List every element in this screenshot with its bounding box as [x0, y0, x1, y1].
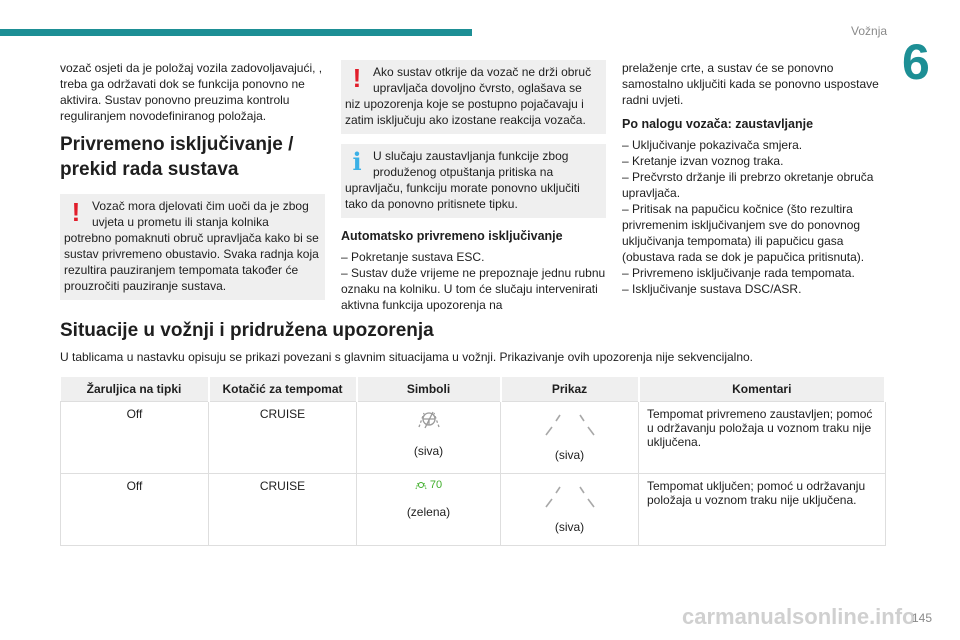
intro-text: U tablicama u nastavku opisuju se prikazi povezani s glavnim situacijama u vožnji. Prikazivanje ovih upozorenja nije sekvencijalno.: [60, 350, 754, 364]
lamp-cell: Off: [61, 401, 209, 473]
auto-suspend-list: [341, 249, 606, 313]
subheading: Automatsko privremeno isključivanje: [341, 229, 563, 243]
situations-section: [60, 318, 886, 546]
column-header: Žaruljica na tipki: [61, 377, 209, 401]
steering-wheel-icon: [414, 407, 444, 434]
column-1: [60, 60, 325, 310]
warning-note: [60, 194, 325, 300]
chapter-number: 6: [902, 34, 930, 90]
wheel-cell: CRUISE: [209, 473, 357, 545]
situations-table: [60, 377, 886, 546]
watermark: carmanualsonline.info: [682, 604, 916, 629]
warning-note: [341, 60, 606, 134]
info-note: [341, 144, 606, 218]
section-title: Vožnja: [851, 24, 888, 38]
symbol-cell: [357, 473, 501, 545]
display-cell: [501, 473, 639, 545]
driver-stop-list: [622, 137, 887, 297]
section-heading: Privremeno isključivanje / prekid rada sustava: [60, 134, 294, 180]
comment-cell: Tempomat uključen; pomoć u održavanju položaja u voznom traku nije uključena.: [639, 473, 886, 545]
display-color-label: (siva): [554, 519, 585, 534]
display-cell: [501, 401, 639, 473]
warning-icon: !: [352, 63, 362, 93]
speed-value: 70: [429, 478, 443, 491]
comment-cell: Tempomat privremeno zaustavljen; pomoć u održavanju položaja u voznom traku nije uključena.: [639, 401, 886, 473]
warning-text: Vozač mora djelovati čim uoči da je zbog uvjeta u prometu ili stanja kolnika potrebno pomaknuti obruč upravljača kako bi se sustav privremeno obustavio. Svaka radnja koja rezultira pauziranjem tempomata također će prouzročiti pauziranje sustava.: [64, 199, 319, 293]
info-icon: i: [352, 147, 362, 176]
symbol-color-label: (siva): [413, 443, 444, 458]
header-accent-bar: [0, 29, 472, 36]
list-item: – Pritisak na papučicu kočnice (što rezultira privremenim isključivanjem sve do ponovnog uključivanja tempomata) ili papučicu gasa (obustava rada se dok je papučica pritisnuta).: [622, 201, 887, 265]
page-number: 145: [912, 611, 933, 625]
list-item: – Prečvrsto držanje ili prebrzo okretanje obruča upravljača.: [622, 169, 887, 201]
list-item: – Uključivanje pokazivača smjera.: [622, 137, 887, 153]
table-header-row: [61, 377, 886, 401]
paragraph: vozač osjeti da je položaj vozila zadovoljavajući, , treba ga održavati dok se funkcija ponovno ne aktivira. Sustav ponovno preuzima kontrolu reguliranjem novodefiniranog položaja.: [60, 61, 323, 123]
symbol-cell: [357, 401, 501, 473]
list-item: – Isključivanje sustava DSC/ASR.: [622, 281, 887, 297]
lane-lines-icon: [540, 479, 600, 516]
speed-symbol: [415, 479, 442, 491]
info-text: U slučaju zaustavljanja funkcije zbog produženog otpuštanja pritiska na upravljaču, funkciju morate ponovno uključiti tako da ponovno pritisnete tipku.: [345, 149, 580, 211]
section-heading: Situacije u vožnji i pridružena upozorenja: [60, 320, 434, 341]
paragraph: prelaženje crte, a sustav će se ponovno samostalno uključiti kada se ponovno uspostave radni uvjeti.: [622, 61, 879, 107]
warning-text: Ako sustav otkrije da vozač ne drži obruč upravljača dovoljno čvrsto, oglašava se niz upozorenja koje se postupno pojačavaju i zatim isključuju ako izostane reakcija vozača.: [345, 65, 592, 127]
list-item: – Pokretanje sustava ESC.: [341, 249, 606, 265]
table-row: [61, 473, 886, 545]
subheading: Po nalogu vozača: zaustavljanje: [622, 117, 814, 131]
list-item: – Sustav duže vrijeme ne prepoznaje jednu rubnu oznaku na kolniku. U tom će slučaju intervenirati aktivna funkcija upozorenja na: [341, 265, 606, 313]
column-header: Prikaz: [501, 377, 639, 401]
column-2: [341, 60, 606, 313]
table-row: [61, 401, 886, 473]
lamp-cell: Off: [61, 473, 209, 545]
column-3: [622, 60, 887, 297]
list-item: – Privremeno isključivanje rada tempomata.: [622, 265, 887, 281]
symbol-color-label: (zelena): [406, 504, 451, 519]
wheel-cell: CRUISE: [209, 401, 357, 473]
display-color-label: (siva): [554, 447, 585, 462]
lane-lines-icon: [540, 407, 600, 444]
column-header: Simboli: [357, 377, 501, 401]
column-header: Komentari: [639, 377, 886, 401]
list-item: – Kretanje izvan voznog traka.: [622, 153, 887, 169]
column-header: Kotačić za tempomat: [209, 377, 357, 401]
warning-icon: !: [71, 197, 81, 227]
